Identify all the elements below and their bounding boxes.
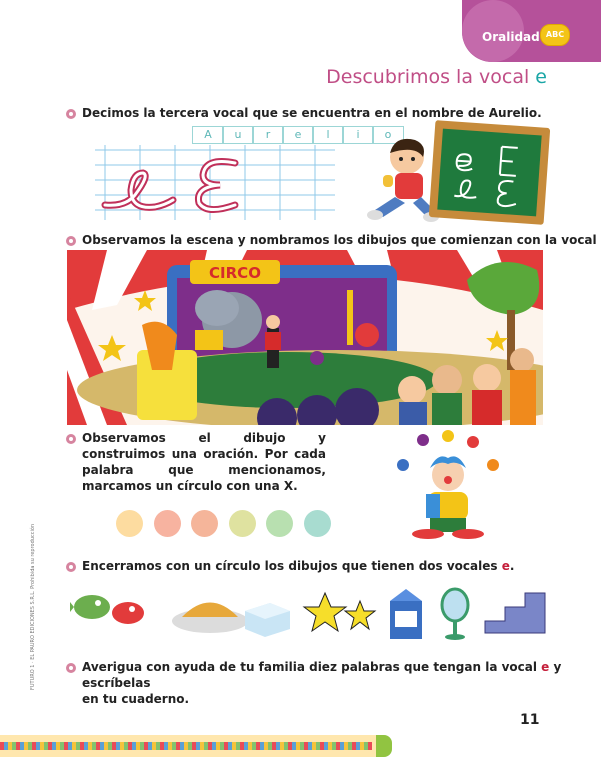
name-letter: o [372, 126, 404, 144]
side-note: FUTURO 1 · EL PAURO EDICIONES S.R.L. Prohibida su reproducción [30, 523, 36, 690]
mirror-picture [442, 589, 468, 640]
writing-grid [95, 145, 335, 220]
chalkboard [437, 129, 541, 217]
page-title: Descubrimos la vocal e [326, 66, 547, 88]
chalkboard-frame [429, 120, 550, 225]
picture-row [70, 583, 550, 645]
stars-picture [304, 593, 375, 631]
circus-scene [67, 250, 543, 425]
bullet-icon [66, 663, 76, 673]
name-letter: r [252, 126, 284, 144]
word-circle[interactable] [116, 510, 143, 537]
tab-label: Oralidad [482, 30, 540, 44]
ice-picture [245, 603, 290, 637]
name-letter: i [342, 126, 374, 144]
bullet-icon [66, 434, 76, 444]
empanada-picture [172, 603, 248, 634]
footer-pattern [0, 742, 372, 750]
word-circle[interactable] [229, 510, 256, 537]
stairs-picture [485, 593, 545, 633]
milk-carton-picture [390, 589, 422, 639]
word-circle[interactable] [304, 510, 331, 537]
clown-illustration [368, 430, 528, 540]
fish-picture [70, 595, 144, 624]
footer-end [376, 735, 392, 757]
instruction-3: Observamos el dibujo y construimos una oración. Por cada palabra que mencionamos, marcamos un círculo con una X. [82, 431, 326, 493]
name-letter: u [222, 126, 254, 144]
name-letter: l [312, 126, 344, 144]
bullet-icon [66, 562, 76, 572]
word-circle[interactable] [191, 510, 218, 537]
word-circle[interactable] [266, 510, 293, 537]
bullet-icon [66, 109, 76, 119]
word-circle[interactable] [154, 510, 181, 537]
chalkboard-letters [437, 129, 541, 217]
instruction-2: Observamos la escena y nombramos los dibujos que comienzan con la vocal [82, 233, 597, 247]
instruction-1: Decimos la tercera vocal que se encuentra en el nombre de Aurelio. [82, 106, 542, 120]
instruction-4: Encerramos con un círculo los dibujos que tienen dos vocales e. [82, 559, 515, 573]
instruction-5: Averigua con ayuda de tu familia diez palabras que tengan la vocal e y escríbelas en tu cuaderno. [82, 660, 562, 706]
bullet-icon [66, 236, 76, 246]
page-number: 11 [520, 712, 540, 728]
name-letter: e [282, 126, 314, 144]
circus-sign: CIRCO [209, 264, 261, 282]
name-letter: A [192, 126, 224, 144]
abc-badge-icon: ABC [540, 24, 570, 46]
